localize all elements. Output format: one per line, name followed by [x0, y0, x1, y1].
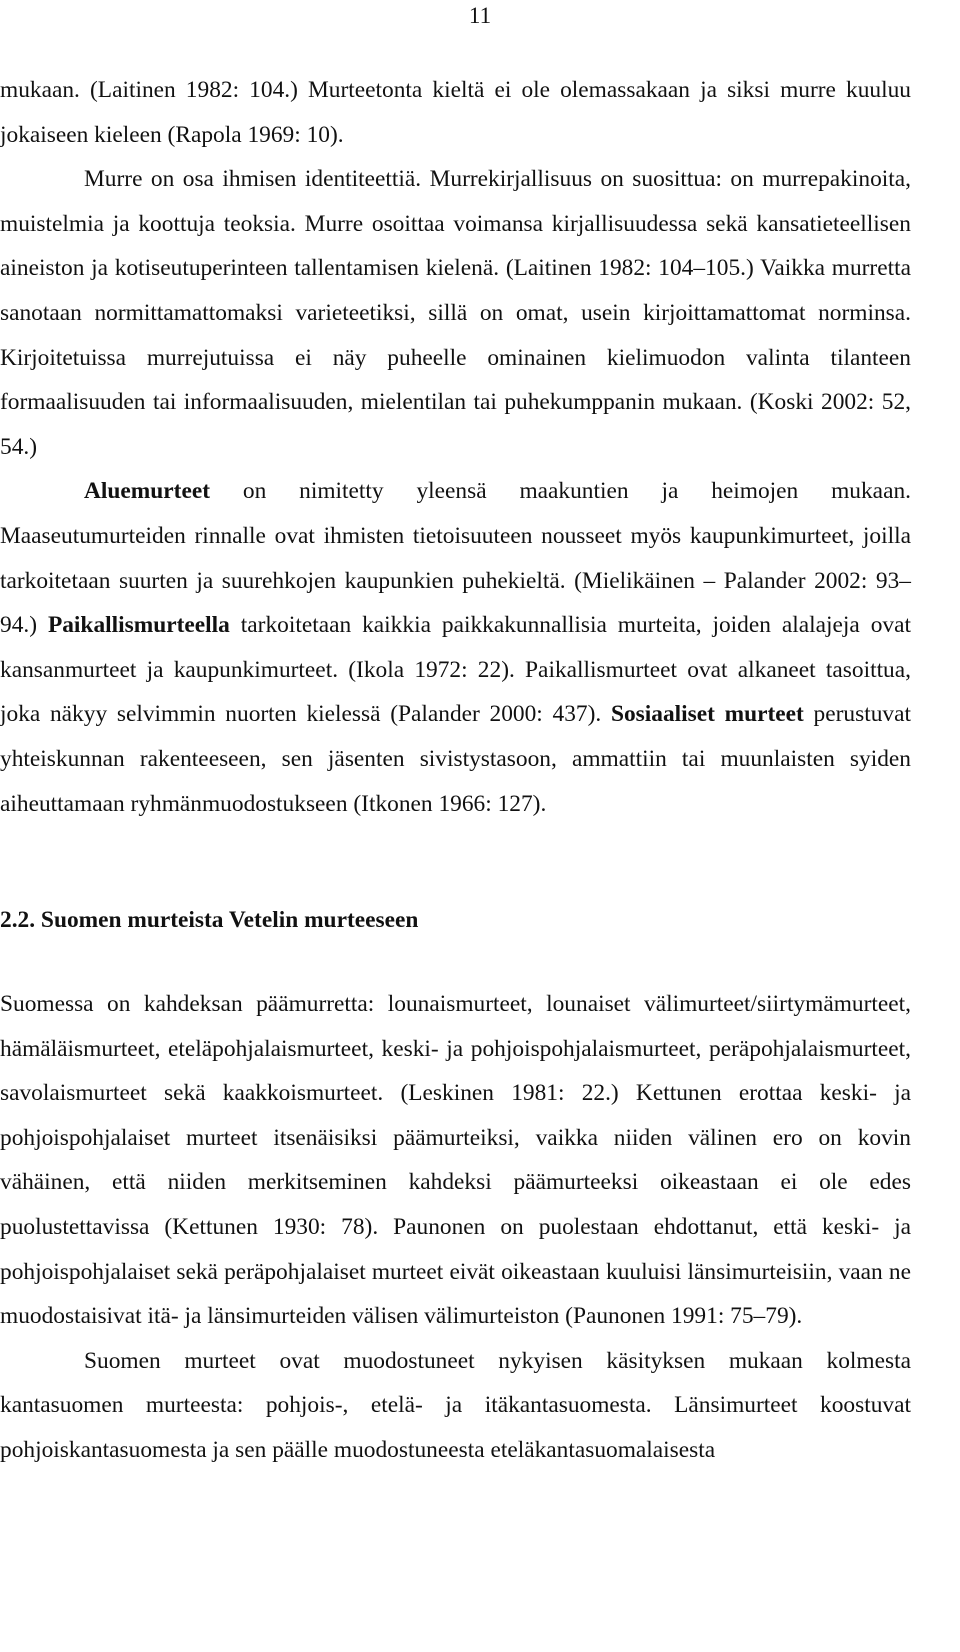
section-heading: 2.2. Suomen murteista Vetelin murteeseen	[0, 907, 419, 934]
document-body	[0, 68, 911, 1473]
page-number: 11	[468, 3, 492, 28]
paragraph-main-dialects: Suomessa on kahdeksan päämurretta: lounaismurteet, lounaiset välimurteet/siirtymämurteet, hämäläismurteet, eteläpohjalaismurteet, keski- ja pohjoispohjalaismurteet, peräpohjalaismurteet, savolaismurteet sekä kaakkoismurteet. (Leskinen 1981: 22.) Kettunen erottaa keski- ja pohjoispohjalaiset murteet itsenäisiksi päämurteiksi, vaikka niiden välinen ero on kovin vähäinen, että niiden merkitseminen kahdeksi päämurteeksi oikeastaan ei ole edes puolustettavissa (Kettunen 1930: 78). Paunonen on puolestaan ehdottanut, että keski- ja pohjoispohjalaiset sekä peräpohjalaiset murteet eivät oikeastaan kuuluisi länsimurteisiin, vaan ne muodostaisivat itä- ja länsimurteiden välisen välimurteiston (Paunonen 1991: 75–79).	[0, 991, 911, 1330]
paragraph-murre-identity: Murre on osa ihmisen identiteettiä. Murrekirjallisuus on suosittua: on murrepakinoita, muistelmia ja koottuja teoksia. Murre osoittaa voimansa kirjallisuudessa sekä kansatieteellisen aineiston ja kotiseutuperinteen tallentamisen kielenä. (Laitinen 1982: 104–105.) Vaikka murretta sanotaan normittamattomaksi varieteetiksi, sillä on omat, usein kirjoittamattomat norminsa. Kirjoitetuissa murrejutuissa ei näy puheelle ominainen kielimuodon valinta tilanteen formaalisuuden tai informaalisuuden, mielentilan tai puhekumppanin mukaan. (Koski 2002: 52, 54.)	[0, 166, 911, 460]
heading-spacer	[0, 942, 911, 982]
term-paikallismurteella: Paikallismurteella	[47, 612, 230, 639]
paragraph-dialect-origins: Suomen murteet ovat muodostuneet nykyisen käsityksen mukaan kolmesta kantasuomen murteesta: pohjois-, etelä- ja itäkantasuomesta. Länsimurteet koostuvat pohjoiskantasuomesta ja sen päälle muodostuneesta eteläkantasuomalaisesta	[0, 1347, 911, 1464]
paragraph-dialect-types-text-1: on nimitetty yleensä maakuntien ja heimojen mukaan. Maaseutumurteiden rinnalle ovat ihmisten tietoisuuteen nousseet myös kaupunkimurteet, joilla tarkoitetaan suurten ja suurehkojen kaupunkien puhekieltä. (Mielikäinen – Palander 2002: 93–94.)	[0, 478, 911, 639]
term-aluemurteet: Aluemurteet	[84, 478, 210, 505]
paragraph-dialect-types	[0, 469, 911, 826]
term-sosiaaliset-murteet: Sosiaaliset murteet	[610, 701, 804, 728]
section-spacer	[0, 826, 911, 898]
paragraph-continuation: mukaan. (Laitinen 1982: 104.) Murteetonta kieltä ei ole olemassakaan ja siksi murre kuuluu jokaiseen kieleen (Rapola 1969: 10).	[0, 77, 911, 148]
paragraph-dialect-types-text-3: perustuvat yhteiskunnan rakenteeseen, sen jäsenten sivistystasoon, ammattiin tai muunlaisten syiden aiheuttamaan ryhmänmuodostukseen (Itkonen 1966: 127).	[0, 701, 911, 817]
paragraph-dialect-types-text-2: tarkoitetaan kaikkia paikkakunnallisia murteita, joiden alalajeja ovat kansanmurteet ja kaupunkimurteet. (Ikola 1972: 22). Paikallismurteet ovat alkaneet tasoittua, joka näkyy selvimmin nuorten kielessä (Palander 2000: 437).	[0, 612, 911, 728]
